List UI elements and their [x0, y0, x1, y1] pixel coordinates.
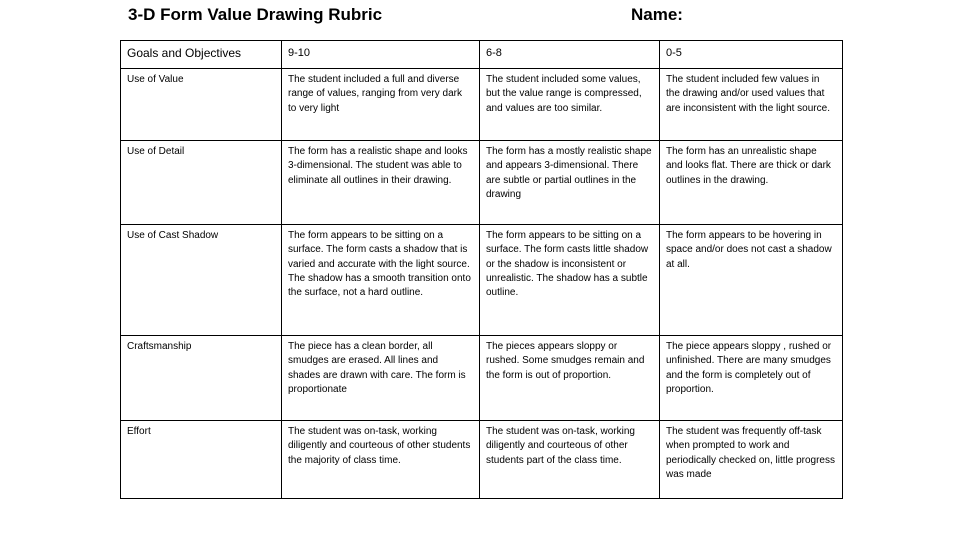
score-9-10-cell: The form has a realistic shape and looks 3-dimensional. The student was able to eliminate all outlines in their drawing. [282, 141, 480, 225]
score-6-8-cell: The pieces appears sloppy or rushed. Some smudges remain and the form is out of proportion. [480, 336, 660, 421]
column-header-goals: Goals and Objectives [121, 41, 282, 69]
column-header-6-8: 6-8 [480, 41, 660, 69]
score-9-10-cell: The student was on-task, working diligently and courteous of other students the majority of class time. [282, 421, 480, 499]
score-6-8-cell: The form has a mostly realistic shape and appears 3-dimensional. There are subtle or partial outlines in the drawing [480, 141, 660, 225]
score-6-8-cell: The student was on-task, working diligently and courteous of other students part of the class time. [480, 421, 660, 499]
column-header-9-10: 9-10 [282, 41, 480, 69]
table-row [121, 225, 843, 336]
score-0-5-cell: The student was frequently off-task when prompted to work and periodically checked on, little progress was made [660, 421, 843, 499]
table-row [121, 421, 843, 499]
score-9-10-cell: The student included a full and diverse range of values, ranging from very dark to very light [282, 69, 480, 141]
table-row [121, 69, 843, 141]
score-0-5-cell: The form appears to be hovering in space and/or does not cast a shadow at all. [660, 225, 843, 336]
score-9-10-cell: The form appears to be sitting on a surface. The form casts a shadow that is varied and accurate with the light source. The shadow has a smooth transition onto the surface, not a hard outline. [282, 225, 480, 336]
row-goal-cell: Use of Value [121, 69, 282, 141]
score-0-5-cell: The student included few values in the drawing and/or used values that are inconsistent with the light source. [660, 69, 843, 141]
score-0-5-cell: The piece appears sloppy , rushed or unfinished. There are many smudges and the form is completely out of proportion. [660, 336, 843, 421]
page-title: 3-D Form Value Drawing Rubric [128, 5, 383, 24]
row-goal-cell: Effort [121, 421, 282, 499]
column-header-0-5: 0-5 [660, 41, 843, 69]
row-goal-cell: Use of Cast Shadow [121, 225, 282, 336]
row-goal-cell: Use of Detail [121, 141, 282, 225]
table-row [121, 336, 843, 421]
score-6-8-cell: The form appears to be sitting on a surface. The form casts little shadow or the shadow is inconsistent or unrealistic. The shadow has a subtle outline. [480, 225, 660, 336]
table-header-row [121, 41, 843, 69]
name-label: Name: [631, 5, 683, 24]
rubric-table [120, 40, 843, 499]
row-goal-cell: Craftsmanship [121, 336, 282, 421]
table-row [121, 141, 843, 225]
score-0-5-cell: The form has an unrealistic shape and looks flat. There are thick or dark outlines in the drawing. [660, 141, 843, 225]
score-6-8-cell: The student included some values, but the value range is compressed, and values are too similar. [480, 69, 660, 141]
score-9-10-cell: The piece has a clean border, all smudges are erased. All lines and shades are drawn with care. The form is proportionate [282, 336, 480, 421]
